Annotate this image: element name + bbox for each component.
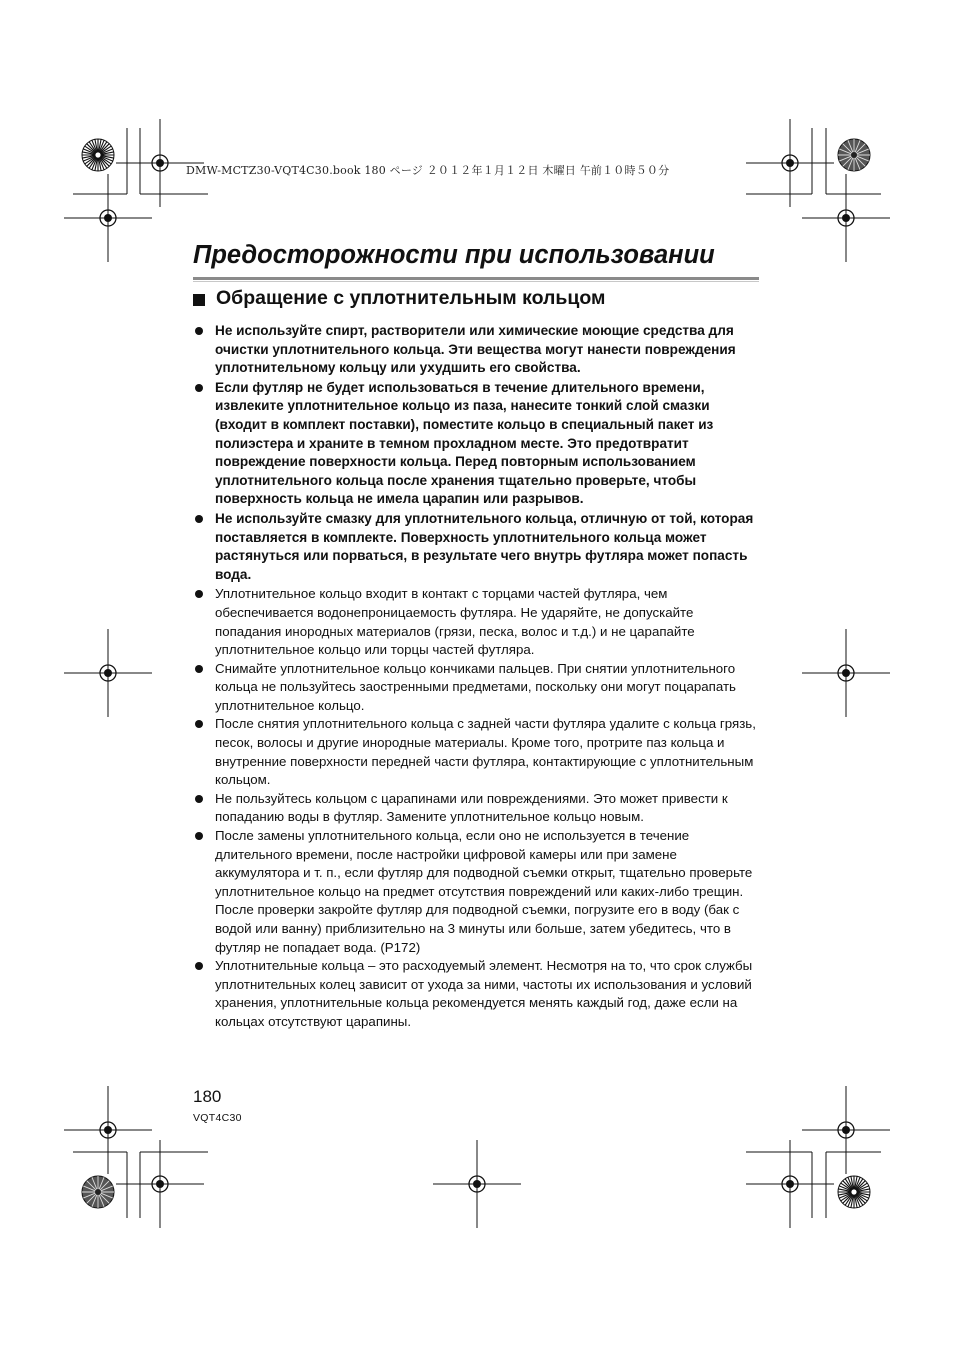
list-item [193,715,763,789]
registration-mark-icon [802,629,890,717]
list-item-text: Уплотнительные кольца – это расходуемый элемент. Несмотря на то, что срок службы уплотнительных колец зависит от ухода за ними, частоты их использования и условий хранения, уплотнительные кольца рекомендуется менять каждый год, даже если на кольцах отсутствуют царапины. [215,958,753,1029]
list-item-text: Снимайте уплотнительное кольцо кончиками пальцев. При снятии уплотнительного кольца не пользуйтесь заостренными предметами, поскольку они могут поцарапать уплотнительное кольцо. [215,660,736,713]
section-heading-text: Обращение с уплотнительным кольцом [216,287,606,309]
list-item-text: После снятия уплотнительного кольца с задней части футляра удалите с кольца грязь, песок, волосы и другие инородные материалы. Кроме того, протрите паз кольца и внутренние поверхности передней части футляра, контактирующие с уплотнительным кольцом. [215,716,756,788]
list-item [193,827,763,957]
bullet-dot-icon [195,590,203,598]
bullet-dot-icon [195,795,203,803]
list-item-text: Не используйте смазку для уплотнительного кольца, отличную от той, которая поставляется в комплекте. Поверхность уплотнительного кольца может растянуться или порваться, в результате чего внутрь футляра может попасть вода. [215,510,754,582]
doc-code: VQT4C30 [193,1112,242,1124]
list-item [193,790,763,827]
title-rule-shadow [193,281,759,282]
registration-mark-icon [64,1086,152,1174]
registration-mark-icon [802,174,890,262]
list-item [193,585,763,659]
registration-mark-icon [746,1140,834,1228]
list-item [193,510,763,584]
registration-mark-icon [802,1086,890,1174]
bullet-dot-icon [195,832,203,840]
bullet-dot-icon [195,665,203,673]
square-bullet-icon [193,294,205,306]
section-heading [193,287,605,310]
list-item-text: После проверки закройте футляр для подводной съемки, погрузите его в воду (бак с водой или ванну) приблизительно на 3 минуты или больше, затем убедитесь, что в футляр не попадает вода. (P172) [215,902,740,955]
print-header: DMW-MCTZ30-VQT4C30.book 180 ページ ２０１２年１月１２日 木曜日 午前１０時５０分 [186,164,670,177]
registration-mark-icon [64,629,152,717]
list-item [193,379,763,509]
starburst-target-icon [82,1176,114,1208]
list-item-text: Не используйте спирт, растворители или химические моющие средства для очистки уплотнительного кольца. Эти вещества могут нанести повреждения уплотнительному кольцу или ухудшить его свойства. [215,323,736,376]
list-item-text: После замены уплотнительного кольца, если оно не используется в течение длительного времени, после настройки цифровой камеры или при замене аккумулятора и т. п., если футляр для подводной съемки открыт, тщательно проверьте уплотнительное кольцо на предмет отсутствия повреждений или каких-либо трещин. [215,828,753,899]
bullet-list [193,322,763,1032]
title-rule [193,277,759,280]
list-item [193,660,763,716]
page-number: 180 [193,1087,222,1106]
registration-mark-icon [116,1140,204,1228]
starburst-target-icon [82,139,114,171]
registration-mark-icon [433,1140,521,1228]
list-item-text: Не пользуйтесь кольцом с царапинами или повреждениями. Это может привести к попаданию воды в футляр. Замените уплотнительное кольцо новым. [215,790,728,825]
list-item [193,957,763,1031]
list-item [193,322,763,378]
bullet-dot-icon [195,384,203,392]
bullet-dot-icon [195,515,203,523]
bullet-dot-icon [195,327,203,335]
list-item-text: Уплотнительное кольцо входит в контакт с торцами частей футляра, чем обеспечивается водонепроницаемость футляра. Не ударяйте, не допускайте попадания инородных материалов (грязи, песка, волос и т.д.) и не царапайте уплотнительное кольцо или торцы частей футляра. [215,586,695,658]
starburst-target-icon [838,1176,870,1208]
registration-mark-icon [64,174,152,262]
bullet-dot-icon [195,720,203,728]
bullet-dot-icon [195,962,203,970]
list-item-text: Если футляр не будет использоваться в течение длительного времени, извлеките уплотнительное кольцо из паза, нанесите тонкий слой смазки (входит в комплект поставки), поместите кольцо в специальный пакет из полиэстера и храните в темном прохладном месте. Это предотвратит повреждение поверхности кольца. Перед повторным использованием уплотнительного кольца после хранения тщательно проверьте, чтобы поверхность кольца не имела царапин или разрывов. [215,379,714,507]
starburst-target-icon [838,139,870,171]
page-title: Предосторожности при использовании [193,241,715,269]
